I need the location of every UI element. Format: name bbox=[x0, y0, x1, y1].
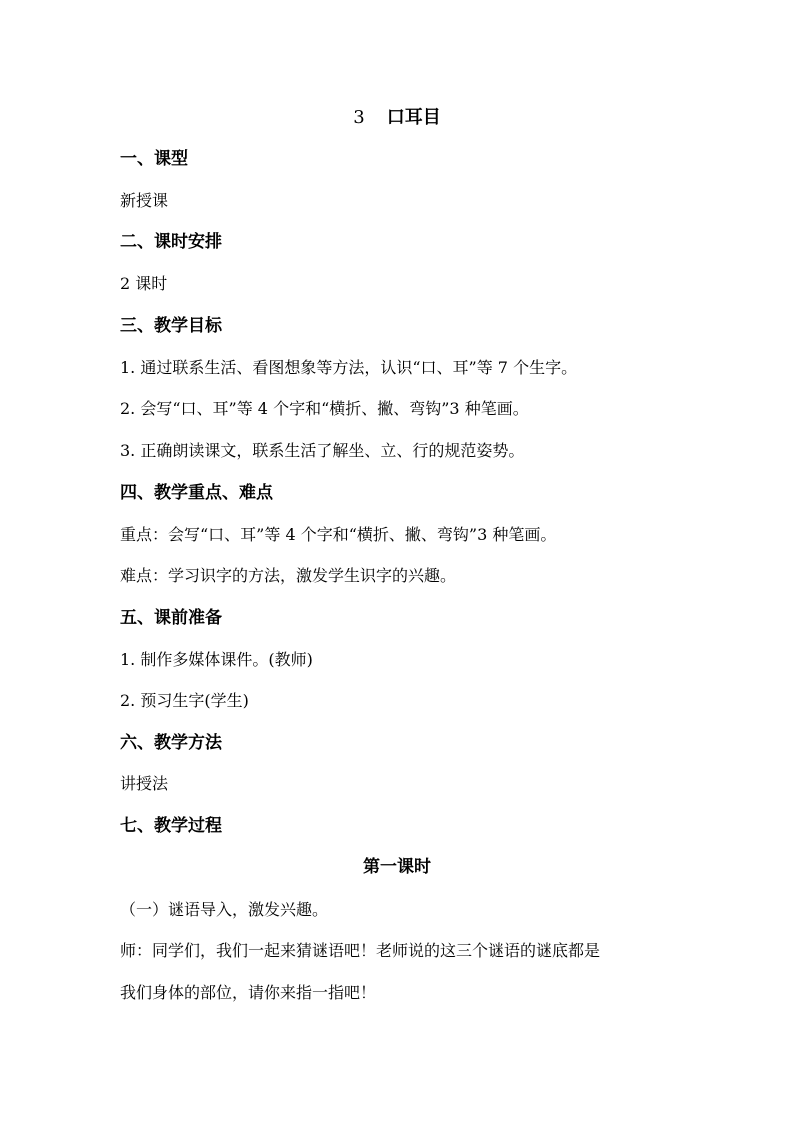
paragraph-line-1: 师：同学们，我们一起来猜谜语吧！老师说的这三个谜语的谜底都是 bbox=[120, 941, 601, 960]
preparation-item-1: 1. 制作多媒体课件。(教师) bbox=[120, 650, 313, 669]
objective-item-2: 2. 会写“口、耳”等 4 个字和“横折、撇、弯钩”3 种笔画。 bbox=[120, 399, 529, 418]
key-point-text: 重点：会写“口、耳”等 4 个字和“横折、撇、弯钩”3 种笔画。 bbox=[120, 525, 557, 544]
section-heading-objectives: 三、教学目标 bbox=[120, 316, 222, 336]
lesson-heading: 第一课时 bbox=[363, 857, 431, 877]
title-text: 口耳目 bbox=[386, 107, 441, 128]
step-heading: （一）谜语导入，激发兴趣。 bbox=[120, 900, 329, 919]
section-heading-methods: 六、教学方法 bbox=[120, 733, 222, 753]
course-type-text: 新授课 bbox=[120, 191, 169, 210]
section-heading-schedule: 二、课时安排 bbox=[120, 232, 222, 252]
schedule-text: 2 课时 bbox=[120, 274, 168, 293]
objective-item-1: 1. 通过联系生活、看图想象等方法，认识“口、耳”等 7 个生字。 bbox=[120, 358, 578, 377]
section-heading-course-type: 一、课型 bbox=[120, 149, 188, 169]
objective-item-3: 3. 正确朗读课文，联系生活了解坐、立、行的规范姿势。 bbox=[120, 441, 525, 460]
paragraph-line-2: 我们身体的部位，请你来指一指吧！ bbox=[120, 983, 377, 1002]
document-title bbox=[0, 107, 794, 129]
section-heading-key-points: 四、教学重点、难点 bbox=[120, 483, 273, 503]
difficult-point-text: 难点：学习识字的方法，激发学生识字的兴趣。 bbox=[120, 566, 457, 585]
methods-text: 讲授法 bbox=[120, 774, 169, 793]
title-number: 3 bbox=[353, 107, 365, 128]
preparation-item-2: 2. 预习生字(学生) bbox=[120, 691, 249, 710]
section-heading-process: 七、教学过程 bbox=[120, 816, 222, 836]
section-heading-preparation: 五、课前准备 bbox=[120, 608, 222, 628]
